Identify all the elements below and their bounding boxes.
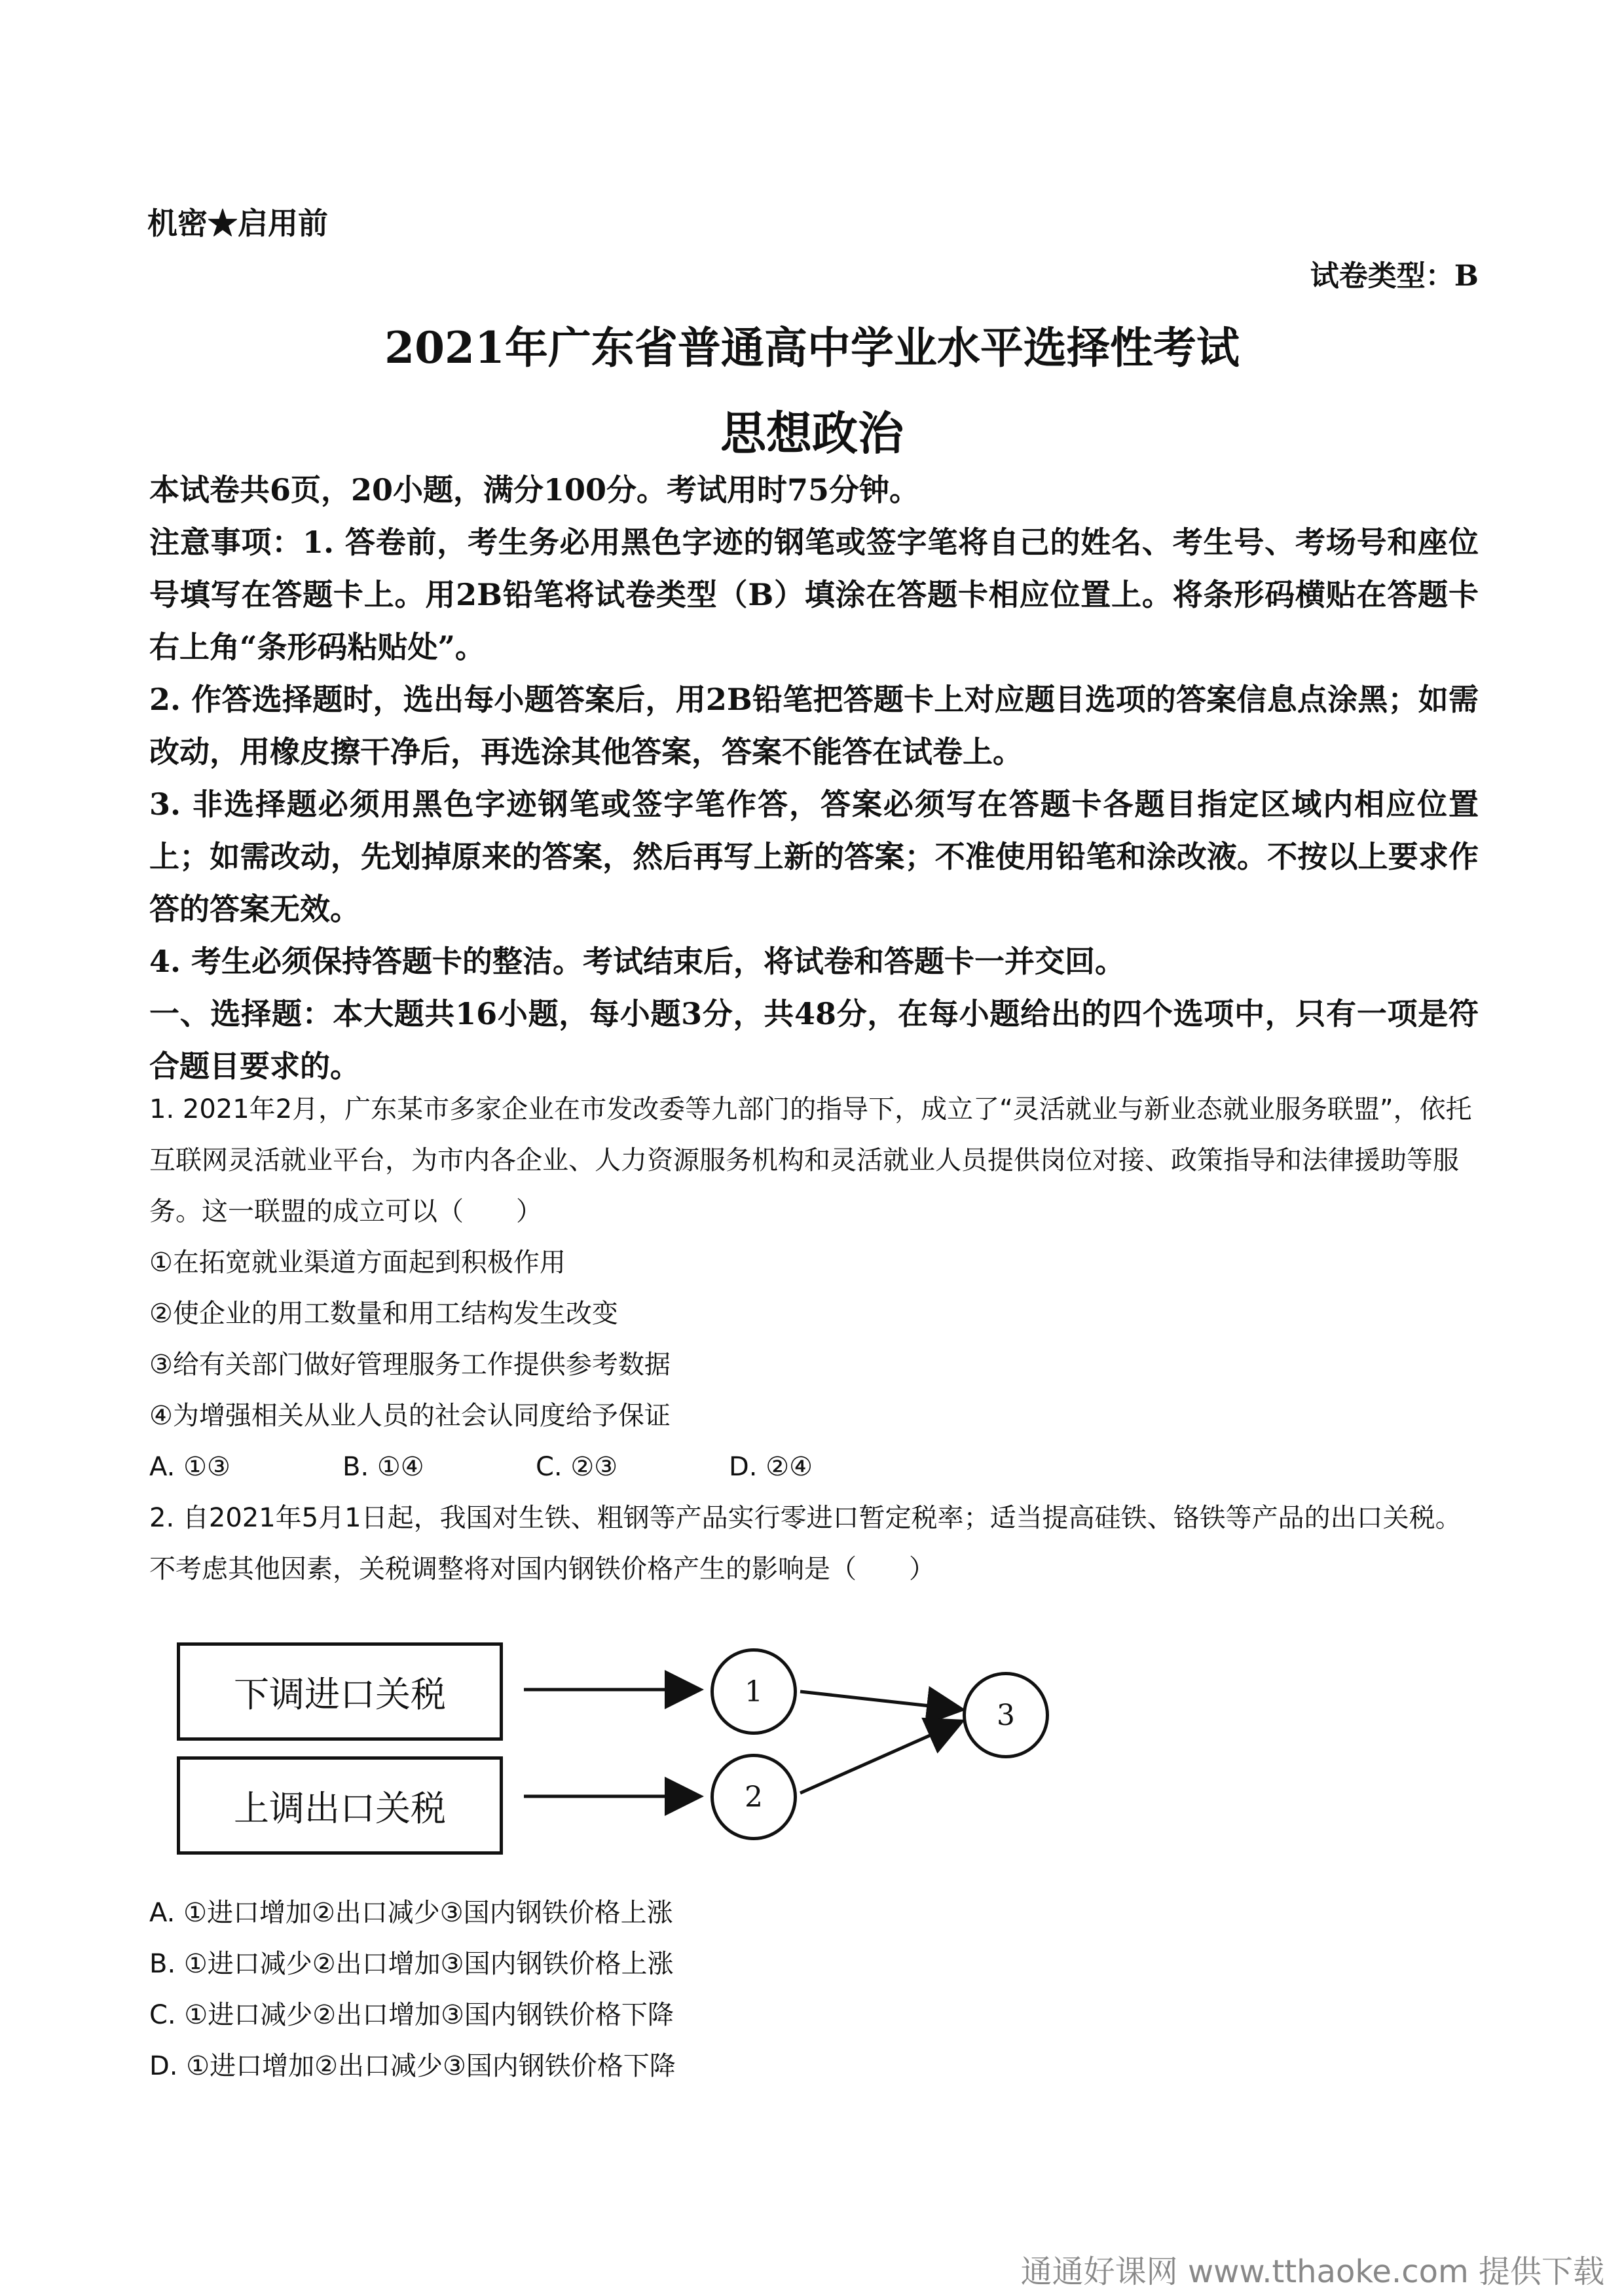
question-2-choice-b[interactable]: B. ①进口减少②出口增加③国内钢铁价格上涨 (149, 1949, 674, 1979)
paper-type-label: 试卷类型：B (1310, 259, 1479, 293)
question-1-choices (149, 1441, 922, 1492)
question-1-item-3: ③给有关部门做好管理服务工作提供参考数据 (149, 1350, 671, 1380)
box-lower-import-tariff: 下调进口关税 (177, 1642, 503, 1741)
exam-title: 2021年广东省普通高中学业水平选择性考试 (384, 322, 1240, 373)
section-heading: 一、选择题：本大题共16小题，每小题3分，共48分，在每小题给出的四个选项中，只有一项是符合题目要求的。 (149, 996, 1479, 1084)
question-1-item-2: ②使企业的用工数量和用工结构发生改变 (149, 1299, 618, 1329)
download-watermark: 通通好课网 www.tthaoke.com 提供下载 (1020, 2253, 1604, 2290)
question-1-choice-d[interactable]: D. ②④ (729, 1452, 813, 1482)
question-2-choice-d[interactable]: D. ①进口增加②出口减少③国内钢铁价格下降 (149, 2051, 676, 2081)
box-raise-export-tariff: 上调出口关税 (177, 1756, 503, 1855)
arrow-node1-to-node3 (800, 1692, 959, 1709)
question-1-item-4: ④为增强相关从业人员的社会认同度给予保证 (149, 1401, 671, 1431)
instruction-note-4: 4. 考生必须保持答题卡的整洁。考试结束后，将试卷和答题卡一并交回。 (149, 944, 1126, 979)
question-1-choice-a[interactable]: A. ①③ (149, 1452, 231, 1482)
question-2-choice-c[interactable]: C. ①进口减少②出口增加③国内钢铁价格下降 (149, 2000, 674, 2030)
instruction-note-2: 2. 作答选择题时，选出每小题答案后，用2B铅笔把答题卡上对应题目选项的答案信息点涂黑；如需改动，用橡皮擦干净后，再选涂其他答案，答案不能答在试卷上。 (149, 682, 1479, 769)
question-2-choice-a[interactable]: A. ①进口增加②出口减少③国内钢铁价格上涨 (149, 1898, 673, 1928)
question-2-stem: 2. 自2021年5月1日起，我国对生铁、粗钢等产品实行零进口暂定税率；适当提高硅铁、铬铁等产品的出口关税。不考虑其他因素，关税调整将对国内钢铁价格产生的影响是（ ） (149, 1503, 1462, 1584)
question-1-item-1: ①在拓宽就业渠道方面起到积极作用 (149, 1248, 566, 1278)
question-1-stem: 1. 2021年2月，广东某市多家企业在市发改委等九部门的指导下，成立了“灵活就业与新业态就业服务联盟”，依托互联网灵活就业平台，为市内各企业、人力资源服务机构和灵活就业人员提供岗位对接、政策指导和法律援助等服务。这一联盟的成立可以（ ） (149, 1094, 1472, 1227)
tariff-diagram (177, 1624, 1067, 1886)
node-3: 3 (963, 1672, 1049, 1758)
node-1: 1 (710, 1648, 797, 1735)
arrow-node2-to-node3 (800, 1722, 959, 1793)
node-2: 2 (710, 1754, 797, 1840)
confidential-label: 机密★启用前 (147, 206, 328, 241)
question-1-choice-b[interactable]: B. ①④ (342, 1452, 424, 1482)
instruction-note-1: 注意事项：1. 答卷前，考生务必用黑色字迹的钢笔或签字笔将自己的姓名、考生号、考场号和座位号填写在答题卡上。用2B铅笔将试卷类型（B）填涂在答题卡相应位置上。将条形码横贴在答题卡右上角“条形码粘贴处”。 (149, 525, 1479, 665)
exam-summary: 本试卷共6页，20小题，满分100分。考试用时75分钟。 (149, 472, 920, 508)
exam-subject: 思想政治 (720, 406, 904, 460)
question-1-choice-c[interactable]: C. ②③ (536, 1452, 618, 1482)
instruction-note-3: 3. 非选择题必须用黑色字迹钢笔或签字笔作答，答案必须写在答题卡各题目指定区域内相应位置上；如需改动，先划掉原来的答案，然后再写上新的答案；不准使用铅笔和涂改液。不按以上要求作答的答案无效。 (149, 787, 1479, 927)
